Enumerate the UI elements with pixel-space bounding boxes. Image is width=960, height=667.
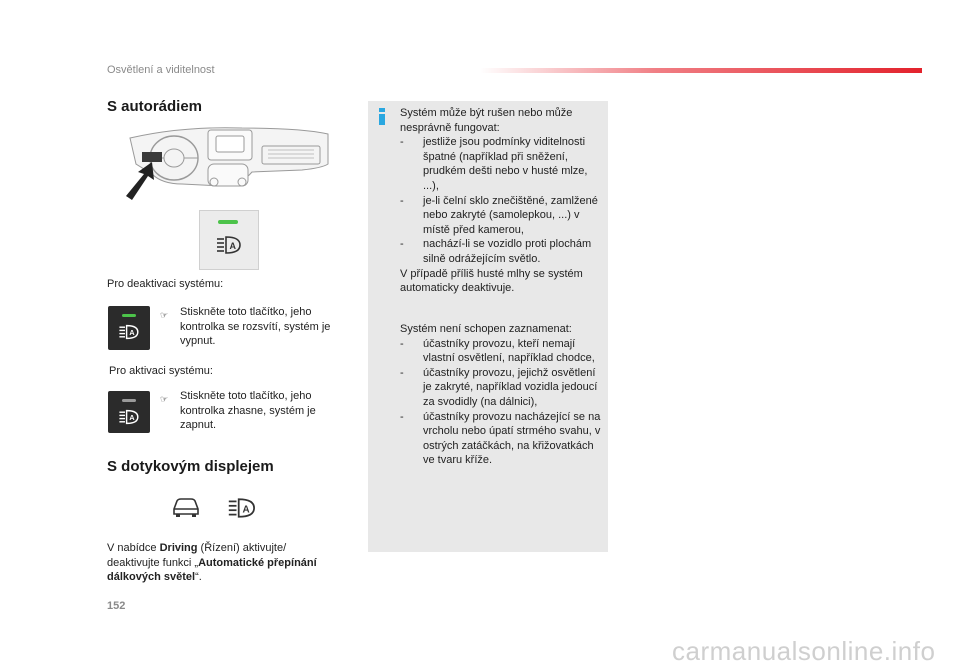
- car-driving-icon: [171, 496, 201, 518]
- list-item: [400, 237, 604, 266]
- svg-text:A: A: [242, 504, 250, 516]
- list-item-text: účastníky provozu, jejichž osvětlení je zakryté, například vozidla jedoucí za svodidly (na dálnici),: [423, 366, 598, 408]
- dash: -: [400, 194, 404, 207]
- info-icon: [378, 108, 386, 124]
- info-intro: Systém může být rušen nebo může nesprávně fungovat:: [400, 107, 573, 134]
- list-item: [400, 410, 604, 468]
- list-item-text: účastníky provozu nacházející se na vrcholu nebo úpatí strmého svahu, v ostrých zatáčkách, na křižovatkách ve tvaru kříže.: [423, 410, 601, 467]
- heading-with-radio: S autorádiem: [107, 98, 203, 115]
- finger-pointer-icon: ☞: [160, 310, 169, 320]
- dash: -: [400, 410, 404, 423]
- info-paragraph-1: [400, 106, 604, 296]
- deactivate-step: Stiskněte toto tlačítko, jeho kontrolka se rozsvítí, systém je vypnut.: [180, 306, 331, 348]
- function-name: Automatické přepínání dálkových světel: [107, 556, 317, 584]
- auto-beam-button-closeup: [199, 210, 259, 270]
- button-led-off-image: [108, 391, 150, 433]
- info-outro: V případě příliš husté mlhy se systém automaticky deaktivuje.: [400, 267, 583, 295]
- svg-text:A: A: [129, 328, 135, 338]
- auto-high-beam-icon: [227, 497, 257, 519]
- activate-label: Pro aktivaci systému:: [109, 365, 213, 377]
- info-paragraph-2: [400, 322, 604, 468]
- button-led-on-image: [108, 306, 150, 350]
- led-on: [122, 314, 136, 317]
- dashboard-illustration: [122, 124, 332, 206]
- section-title: Osvětlení a viditelnost: [107, 64, 215, 76]
- auto-high-beam-icon: [118, 409, 140, 425]
- finger-pointer-icon: ☞: [160, 394, 169, 404]
- watermark: carmanualsonline.info: [672, 636, 936, 666]
- deactivate-label: Pro deaktivaci systému:: [107, 278, 224, 290]
- menu-name: Driving: [159, 542, 198, 554]
- list-item: [400, 135, 604, 193]
- touchscreen-instructions: [107, 541, 337, 585]
- text-run: (Řízení) aktivujte/ deaktivujte funkci „: [107, 542, 287, 569]
- activate-step: Stiskněte toto tlačítko, jeho kontrolka zhasne, systém je zapnut.: [180, 390, 316, 432]
- list-item: [400, 337, 604, 366]
- list-item: [400, 366, 604, 410]
- dash: -: [400, 238, 404, 251]
- list-item: [400, 194, 604, 238]
- text-run: “.: [195, 571, 202, 584]
- header-accent-line: [480, 68, 922, 73]
- heading-with-touchscreen: S dotykovým displejem: [107, 458, 274, 475]
- list-item-text: jestliže jsou podmínky viditelnosti špatné (například při sněžení, prudkém dešti nebo v husté mlze, ...),: [423, 136, 588, 192]
- page-number: 152: [107, 600, 126, 612]
- svg-text:A: A: [229, 241, 236, 251]
- list-item-text: je-li čelní sklo znečištěné, zamlžené nebo zakryté (samolepkou, ...) v místě před kamerou,: [423, 194, 598, 236]
- text-run: V nabídce: [107, 542, 160, 554]
- led-off: [122, 399, 136, 402]
- list-item-text: účastníky provozu, kteří nemají vlastní osvětlení, například chodce,: [423, 337, 595, 365]
- auto-high-beam-icon: [216, 235, 242, 255]
- dash: -: [400, 366, 404, 379]
- auto-high-beam-icon: [118, 324, 140, 340]
- list-item-text: nachází-li se vozidlo proti plochám silně odrážejícím světlo.: [423, 238, 592, 265]
- info-intro: Systém není schopen zaznamenat:: [400, 323, 572, 335]
- led-indicator: [218, 220, 238, 224]
- dash: -: [400, 337, 404, 350]
- svg-text:A: A: [129, 413, 135, 423]
- dash: -: [400, 136, 404, 149]
